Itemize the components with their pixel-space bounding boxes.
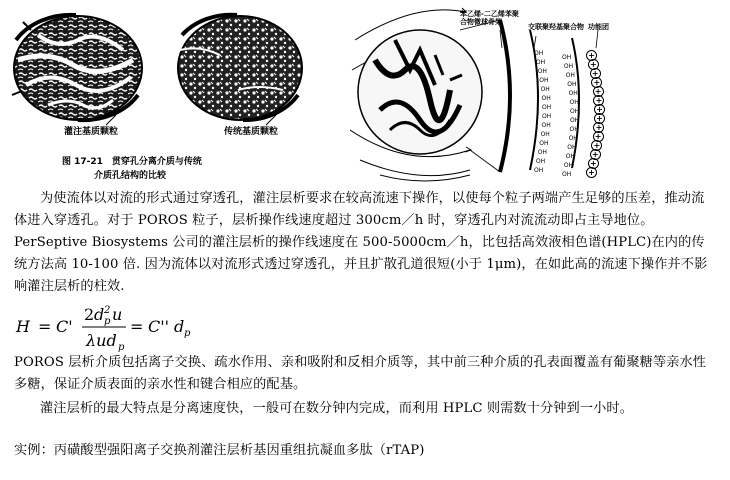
oh-label: OH (563, 162, 574, 169)
oh-label: OH (537, 149, 547, 156)
figure-caption-line1: 图 17-21 贯穿孔分离介质与传统 (62, 157, 202, 167)
oh-label: OH (562, 54, 572, 61)
oh-label: OH (568, 90, 578, 97)
oh-label: OH (540, 131, 550, 138)
formula-num-u: u (112, 305, 123, 324)
oh-label: OH (567, 144, 577, 151)
oh-label: OH (567, 81, 577, 88)
label-traditional-particle: 传统基质颗粒 (224, 127, 279, 137)
oh-label: OH (540, 86, 550, 93)
formula-h: H (16, 317, 30, 336)
oh-label: OH (569, 126, 579, 133)
formula-rhs-d: d (174, 317, 185, 336)
oh-label: OH (569, 108, 580, 115)
plus-label: + (590, 68, 601, 79)
oh-label: OH (565, 72, 575, 79)
formula-eq1: = (38, 317, 52, 336)
label-functional-group: 功能团 (588, 23, 609, 31)
perfusion-particle (12, 15, 142, 125)
oh-label: OH (563, 63, 574, 70)
plus-label: + (593, 122, 604, 133)
oh-label: OH (534, 167, 544, 174)
paragraph-poros-media: POROS 层析介质包括离子交换、疏水作用、亲和吸附和反相介质等，其中前三种介质的孔表面覆盖有葡聚糖等亲水性多糖，保证介质表面的亲水性和键合相应的配基。 (14, 355, 707, 392)
oh-label: OH (537, 68, 547, 75)
label-leaders (500, 30, 598, 48)
plus-label: + (590, 149, 601, 160)
plus-label: + (594, 113, 605, 124)
poros-particle (358, 30, 482, 154)
plus-label: + (588, 59, 599, 70)
formula-num-d: d (94, 305, 105, 324)
oh-label: OH (534, 50, 544, 57)
oh-label: OH (565, 153, 575, 160)
oh-label: OH (568, 135, 578, 142)
paragraph-example: 实例：丙磺酸型强阳离子交换剂灌注层析基因重组抗凝血多肽（rTAP) (14, 443, 425, 458)
oh-label: OH (535, 59, 546, 66)
plus-label: + (593, 86, 604, 97)
formula-c1: C' (56, 317, 73, 336)
plus-label: + (586, 167, 597, 178)
plus-label: + (593, 131, 604, 142)
formula-num-coef: 2 (84, 305, 95, 324)
oh-label: OH (535, 158, 546, 165)
plus-label: + (593, 95, 604, 106)
plus-label: + (594, 104, 605, 115)
oh-label: OH (569, 117, 580, 124)
plus-label: + (586, 50, 597, 61)
formula-den-sub: p (118, 342, 125, 353)
plus-label: + (591, 140, 602, 151)
plate-height-formula (14, 300, 344, 356)
formula-eq2: = (130, 317, 144, 336)
paragraph-perfusion-flow: 为使流体以对流的形式通过穿透孔，灌注层析要求在较高流速下操作，以使每个粒子两端产生足够的压差，推动流体进入穿透孔。对于 POROS 粒子，层析操作线速度超过 300cm／h 时，穿透孔内对流流动即占主导地位。PerSeptive Biosystems 公司的灌注层析的操作线速度在 500-5000cm／h，比包括高效液相色谱(HPLC)在内的传统方法高 10-100 倍. 因为流体以对流形式透过穿透孔，并且扩散孔道很短(小于 1μm)，在如此高的流速下操作并不影响灌注层析的柱效. (14, 191, 708, 294)
particle-comparison-illustration (8, 0, 348, 180)
plus-label: + (588, 158, 599, 169)
formula-num-sub: p (104, 316, 111, 327)
label-crosslinked-coating: 交联聚羟基聚合物 (528, 23, 584, 31)
oh-label: OH (539, 140, 549, 147)
formula-c2: C'' (148, 317, 170, 336)
figure-particle-comparison (8, 0, 348, 180)
figure-caption-line2: 介质孔结构的比较 (94, 171, 167, 181)
paragraph-speed-advantage: 灌注层析的最大特点是分离速度快，一般可在数分钟内完成，而利用 HPLC 则需数十分钟到一小时。 (40, 401, 633, 416)
traditional-particle (178, 15, 302, 125)
plus-label: + (591, 77, 602, 88)
oh-label: OH (539, 77, 549, 84)
oh-label: OH (541, 122, 551, 129)
formula-num-sup: 2 (104, 305, 111, 316)
label-styrene-core: 苯乙烯-二乙烯苯聚合物微球骨架 (460, 10, 519, 26)
oh-label: OH (541, 95, 551, 102)
oh-label: OH (562, 171, 572, 178)
figure-poros-structure (350, 0, 722, 182)
oh-label: OH (569, 99, 579, 106)
oh-label: OH (541, 113, 552, 120)
label-perfusion-particle: 灌注基质颗粒 (64, 127, 119, 137)
oh-label: OH (541, 104, 552, 111)
formula-graphic (14, 300, 344, 356)
formula-rhs-sub: p (184, 328, 191, 339)
formula-den: λud (86, 331, 117, 350)
